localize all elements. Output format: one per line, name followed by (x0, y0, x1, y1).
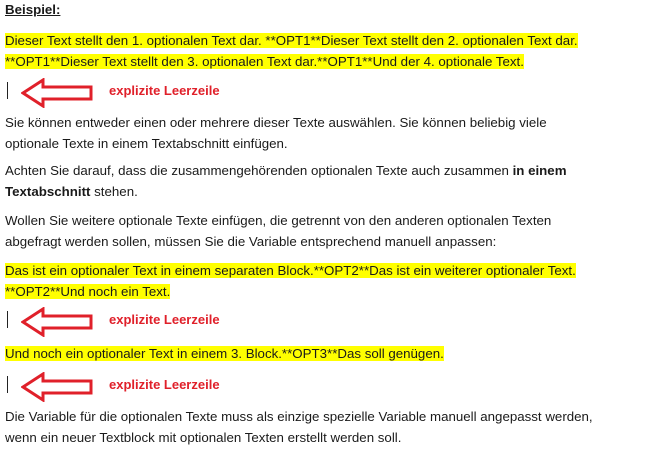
para1-line1: Sie können entweder einen oder mehrere dieser Texte auswählen. Sie können beliebig viele (5, 115, 547, 130)
para4-line1: Die Variable für die optionalen Texte muss als einzige spezielle Variable manuell angepasst werden, (5, 409, 593, 424)
annotation-label: explizite Leerzeile (109, 83, 220, 98)
block2-line2: **OPT2**Und noch ein Text. (5, 284, 171, 299)
block2-line1: Das ist ein optionaler Text in einem separaten Block.**OPT2**Das ist ein weiterer optionaler Text. (5, 263, 576, 278)
empty-line-annotation-3 (5, 372, 265, 402)
text-cursor-icon (7, 311, 8, 328)
para1-line2: optionale Texte in einem Textabschnitt einfügen. (5, 136, 288, 151)
block1-line2: **OPT1**Dieser Text stellt den 3. optionalen Text dar.**OPT1**Und der 4. optionale Text. (5, 54, 524, 69)
para2-line2-suffix: stehen. (90, 184, 138, 199)
para3-line2: abgefragt werden sollen, müssen Sie die Variable entsprechend manuell anpassen: (5, 234, 497, 249)
arrow-left-icon (21, 372, 93, 402)
para3-line1: Wollen Sie weitere optionale Texte einfügen, die getrennt von den anderen optionalen Texten (5, 213, 552, 228)
paragraph-1 (5, 112, 547, 154)
arrow-left-icon (21, 78, 93, 108)
paragraph-3 (5, 210, 551, 252)
text-cursor-icon (7, 82, 8, 99)
paragraph-2 (5, 160, 567, 202)
para2-line1-prefix: Achten Sie darauf, dass die zusammengehörenden optionalen Texte auch zusammen (5, 163, 513, 178)
annotation-label: explizite Leerzeile (109, 312, 220, 327)
block1-line1: Dieser Text stellt den 1. optionalen Text dar. **OPT1**Dieser Text stellt den 2. optionalen Text dar. (5, 33, 578, 48)
empty-line-annotation-2 (5, 307, 265, 337)
para2-line2-bold: Textabschnitt (5, 184, 91, 199)
para2-line1-bold: in einem (512, 163, 567, 178)
empty-line-annotation-1 (5, 78, 265, 108)
arrow-left-icon (21, 307, 93, 337)
optional-text-block-1 (5, 30, 578, 72)
example-heading: Beispiel: (5, 2, 61, 17)
optional-text-block-2 (5, 260, 576, 302)
para4-line2: wenn ein neuer Textblock mit optionalen Texten erstellt werden soll. (5, 430, 402, 445)
paragraph-4 (5, 406, 593, 448)
text-cursor-icon (7, 376, 8, 393)
annotation-label: explizite Leerzeile (109, 377, 220, 392)
optional-text-block-3 (5, 343, 444, 364)
block3-line1: Und noch ein optionaler Text in einem 3. Block.**OPT3**Das soll genügen. (5, 346, 444, 361)
